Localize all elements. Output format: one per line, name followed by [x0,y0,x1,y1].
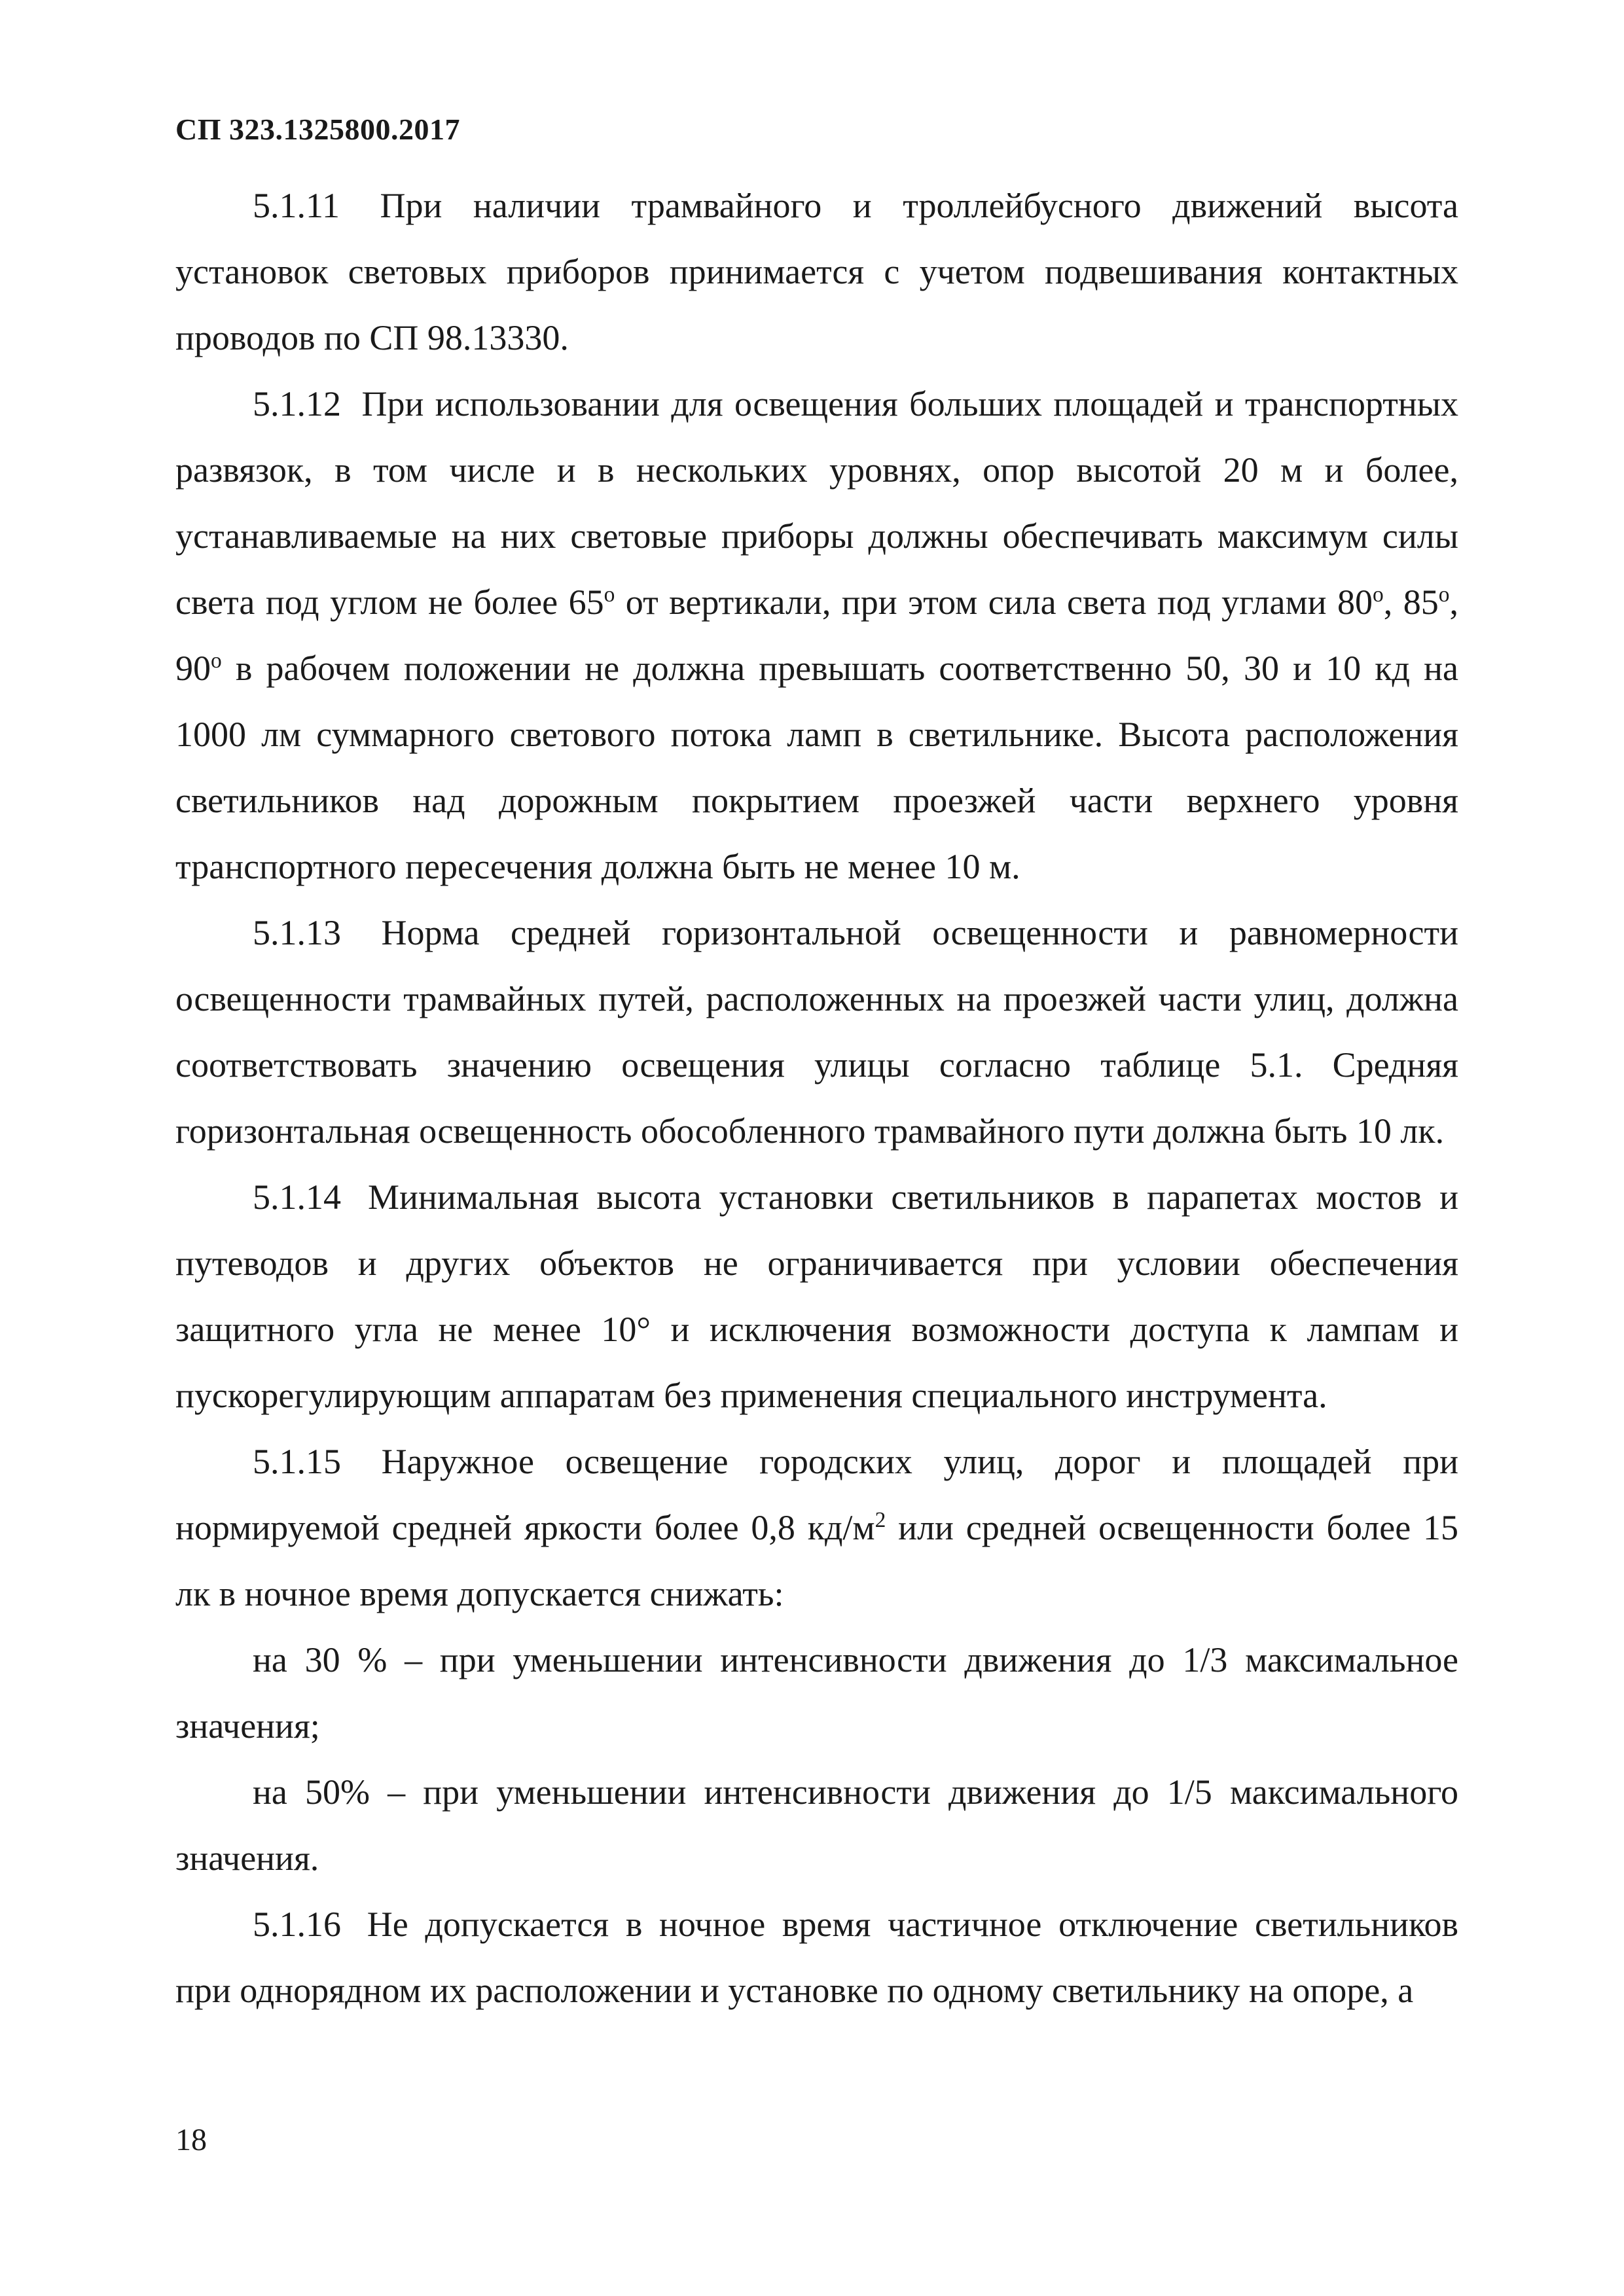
clause-number: 5.1.11 [253,186,340,225]
degree-mark: о [1373,583,1384,607]
clause-text: , 85 [1383,583,1439,622]
page-number: 18 [175,2123,207,2157]
clause-number: 5.1.14 [253,1177,341,1217]
degree-mark: о [604,583,615,607]
clause-number: 5.1.13 [253,913,341,952]
clause-5-1-12 [175,371,1458,900]
document-code-header: СП 323.1325800.2017 [175,113,460,146]
superscript-two: 2 [875,1508,886,1532]
clause-text: Не допускается в ночное время частичное отключение светильников при однорядном их расположении и установке по одному светильнику на опоре, а [175,1905,1458,2010]
document-body [175,173,1458,2024]
clause-text: Наружное освещение городских улиц, дорог и площадей при нормируемой средней яркости более 0,8 кд/м [175,1442,1458,1547]
clause-5-1-13 [175,900,1458,1164]
degree-mark: о [1438,583,1450,607]
clause-text: в рабочем положении не должна превышать соответственно 50, 30 и 10 кд на 1000 лм суммарного светового потока ламп в светильнике. Высота расположения светильников над дорожным покрытием проезжей части верхнего уровня транспортного пересечения должна быть не менее 10 м. [175,649,1458,886]
clause-5-1-16 [175,1892,1458,2024]
clause-number: 5.1.15 [253,1442,341,1481]
clause-text: Минимальная высота установки светильников в парапетах мостов и путеводов и других объектов не ограничивается при условии обеспечения защитного угла не менее 10° и исключения возможности доступа к лампам и пускорегулирующим аппаратам без применения специального инструмента. [175,1177,1459,1415]
clause-number: 5.1.12 [253,384,341,423]
clause-text: или средней освещенности более 15 лк в ночное время допускается снижать: [175,1508,1459,1613]
clause-number: 5.1.16 [253,1905,341,1944]
clause-text: При наличии трамвайного и троллейбусного движений высота установок световых приборов принимается с учетом подвешивания контактных проводов по СП 98.13330. [175,186,1459,357]
list-item-50-percent [175,1759,1458,1892]
clause-text: Норма средней горизонтальной освещенности и равномерности освещенности трамвайных путей, расположенных на проезжей части улиц, должна соответствовать значению освещения улицы согласно таблице 5.1. Средняя горизонтальная освещенность обособленного трамвайного пути должна быть 10 лк. [175,913,1459,1151]
list-item-text: на 30 % – при уменьшении интенсивности движения до 1/3 максимальное значения; [175,1640,1458,1746]
list-item-30-percent [175,1627,1458,1759]
degree-mark: о [211,649,222,673]
list-item-text: на 50% – при уменьшении интенсивности движения до 1/5 максимального значения. [175,1772,1458,1878]
clause-5-1-11 [175,173,1458,371]
clause-text: от вертикали, при этом сила света под углами 80 [615,583,1373,622]
clause-5-1-14 [175,1164,1458,1429]
clause-5-1-15 [175,1429,1458,1627]
clause-text: При использовании для освещения больших площадей и транспортных развязок, в том числе и в нескольких уровнях, опор высотой 20 м и более, устанавливаемые на них световые приборы должны обеспечивать максимум силы света под углом не более 65 [175,384,1458,622]
clause-text: , 90 [175,583,1458,688]
